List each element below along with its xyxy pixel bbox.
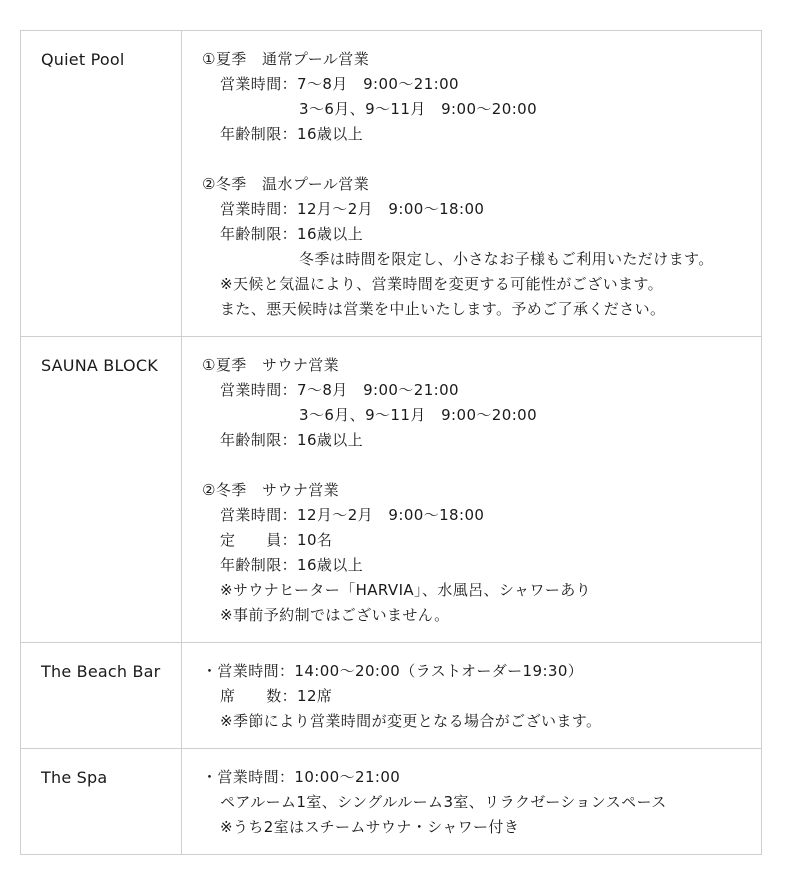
table-row-quiet-pool [21, 31, 762, 337]
text-line: 年齢制限：16歳以上 [220, 431, 364, 449]
text-line: 営業時間：7〜8月 9:00〜21:00 [220, 381, 459, 399]
label-cell [21, 749, 182, 855]
facility-info-table [20, 30, 762, 855]
text-line: 3〜6月、9〜11月 9:00〜20:00 [299, 100, 538, 118]
content-cell [182, 643, 762, 749]
row-label: The Spa [41, 768, 108, 787]
text-line: 冬季は時間を限定し、小さなお子様もご利用いただけます。 [299, 250, 714, 268]
text-line: ・営業時間：14:00〜20:00（ラストオーダー19:30） [202, 662, 584, 680]
row-content [182, 31, 761, 336]
content-cell [182, 749, 762, 855]
label-cell [21, 643, 182, 749]
label-cell [21, 337, 182, 643]
text-line: ※うち2室はスチームサウナ・シャワー付き [220, 818, 520, 836]
text-line: ①夏季 サウナ営業 [202, 356, 340, 374]
text-line: ※季節により営業時間が変更となる場合がございます。 [220, 712, 602, 730]
text-line: ※事前予約制ではございません。 [220, 606, 450, 624]
text-line: 年齢制限：16歳以上 [220, 556, 364, 574]
text-line: ※サウナヒーター「HARVIA」、水風呂、シャワーあり [220, 581, 592, 599]
text-line: また、悪天候時は営業を中止いたします。予めご了承ください。 [220, 300, 666, 318]
table-row-spa [21, 749, 762, 855]
text-line: 3〜6月、9〜11月 9:00〜20:00 [299, 406, 538, 424]
text-line: 年齢制限：16歳以上 [220, 125, 364, 143]
table-row-beach-bar [21, 643, 762, 749]
text-line: ①夏季 通常プール営業 [202, 50, 370, 68]
text-line: ・営業時間：10:00〜21:00 [202, 768, 401, 786]
text-line: 営業時間：7〜8月 9:00〜21:00 [220, 75, 459, 93]
text-line: 年齢制限：16歳以上 [220, 225, 364, 243]
row-label: Quiet Pool [41, 50, 125, 69]
text-line: 席 数：12席 [220, 687, 333, 705]
row-label: The Beach Bar [41, 662, 161, 681]
label-cell [21, 31, 182, 337]
text-line: 定 員：10名 [220, 531, 333, 549]
text-line: ※天候と気温により、営業時間を変更する可能性がございます。 [220, 275, 663, 293]
row-content [182, 643, 761, 748]
text-line: 営業時間：12月〜2月 9:00〜18:00 [220, 200, 485, 218]
content-cell [182, 31, 762, 337]
row-content [182, 749, 761, 854]
spacer [202, 147, 761, 172]
text-line: ②冬季 サウナ営業 [202, 481, 340, 499]
text-line: ペアルーム1室、シングルルーム3室、リラクゼーションスペース [220, 793, 667, 811]
row-label: SAUNA BLOCK [41, 356, 158, 375]
text-line: 営業時間：12月〜2月 9:00〜18:00 [220, 506, 485, 524]
table-row-sauna-block [21, 337, 762, 643]
content-cell [182, 337, 762, 643]
text-line: ②冬季 温水プール営業 [202, 175, 370, 193]
row-content [182, 337, 761, 642]
spacer [202, 453, 761, 478]
